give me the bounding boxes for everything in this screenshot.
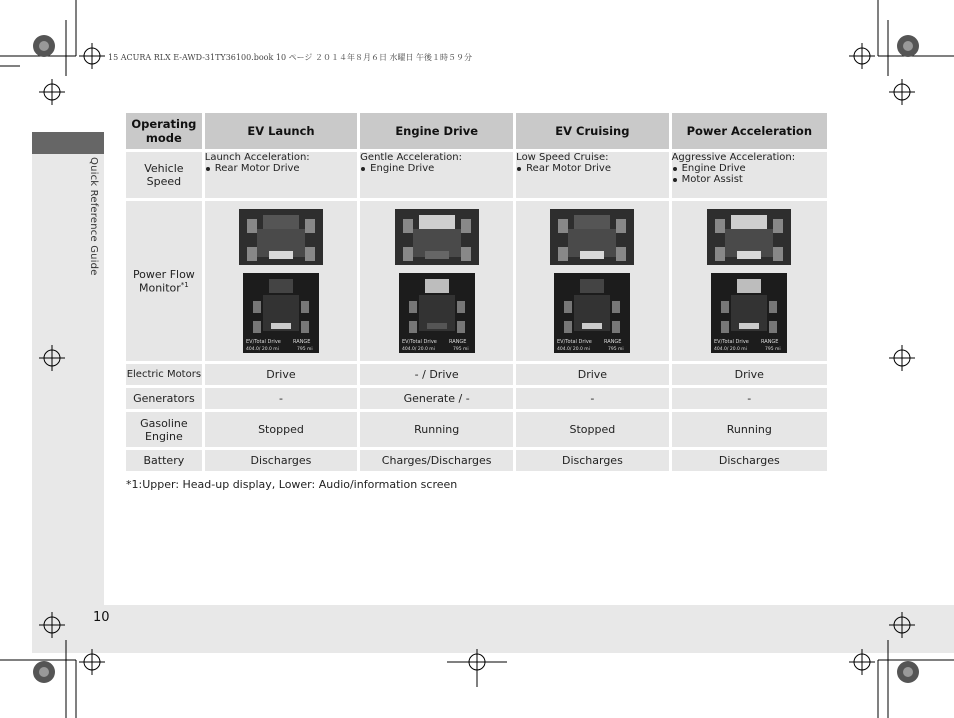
mode-header-ev-cruising: EV Cruising	[516, 113, 668, 149]
speed-item: Engine Drive	[370, 163, 435, 174]
screen-value-left: 404.0/ 20.0 mi	[557, 347, 591, 352]
screen-value-right: 795 mi	[452, 347, 469, 352]
screen-caption-right: RANGE	[761, 339, 779, 345]
bullet-icon	[361, 167, 365, 171]
battery-engine-drive: Charges/Discharges	[360, 450, 513, 471]
footnote: *1:Upper: Head-up display, Lower: Audio/information screen	[126, 478, 458, 491]
generators-power-acceleration: -	[672, 388, 827, 409]
bullet-icon	[673, 167, 677, 171]
battery-ev-launch: Discharges	[205, 450, 357, 471]
electric-motors-ev-launch: Drive	[205, 364, 357, 385]
bullet-icon	[517, 167, 521, 171]
speed-title: Low Speed Cruise:	[516, 152, 609, 163]
screen-caption-left: EV/Total Drive	[557, 339, 593, 345]
battery-ev-cruising: Discharges	[516, 450, 668, 471]
electric-motors-power-acceleration: Drive	[672, 364, 827, 385]
screen-value-right: 795 mi	[765, 347, 781, 352]
operating-mode-header: Operating mode	[126, 113, 202, 149]
screen-caption-left: EV/Total Drive	[401, 339, 437, 345]
power-flow-ev-cruising	[516, 201, 668, 361]
bottom-margin-band	[104, 605, 954, 653]
generators-engine-drive: Generate / -	[360, 388, 513, 409]
screen-value-right: 795 mi	[296, 347, 313, 352]
gasoline-engine-engine-drive: Running	[360, 412, 513, 447]
table-row-battery	[126, 450, 827, 471]
head-up-display-image	[707, 209, 791, 265]
speed-title: Aggressive Acceleration:	[671, 152, 796, 163]
vehicle-speed-ev-cruising	[516, 152, 668, 198]
power-flow-label: Power Flow Monitor	[132, 267, 195, 295]
operating-mode-table	[123, 110, 830, 474]
mode-header-ev-launch: EV Launch	[205, 113, 357, 149]
section-tab	[32, 132, 104, 154]
footnote-ref: *1	[180, 280, 189, 289]
head-up-display-image	[239, 209, 323, 265]
speed-item: Rear Motor Drive	[214, 163, 300, 174]
mode-header-power-acceleration: Power Acceleration	[672, 113, 827, 149]
screen-caption-right: RANGE	[604, 339, 622, 345]
head-up-display-image	[550, 209, 634, 265]
electric-motors-ev-cruising: Drive	[516, 364, 668, 385]
screen-caption-right: RANGE	[448, 339, 467, 345]
vehicle-speed-ev-launch	[205, 152, 357, 198]
speed-item: Engine Drive	[681, 163, 746, 174]
electric-motors-engine-drive: - / Drive	[360, 364, 513, 385]
power-flow-ev-launch	[205, 201, 357, 361]
row-label-vehicle-speed: Vehicle Speed	[126, 152, 202, 198]
table-row-power-flow	[126, 201, 827, 361]
table-header-row	[126, 113, 827, 149]
screen-value-left: 404.0/ 20.0 mi	[245, 347, 279, 352]
speed-title: Gentle Acceleration:	[360, 152, 462, 163]
vehicle-speed-engine-drive	[360, 152, 513, 198]
side-section-label: Quick Reference Guide	[88, 157, 99, 276]
page-number: 10	[93, 610, 110, 625]
row-label-power-flow-monitor	[126, 201, 202, 361]
screen-value-right: 795 mi	[608, 347, 625, 352]
row-label-battery: Battery	[126, 450, 202, 471]
speed-item: Motor Assist	[681, 174, 743, 185]
head-up-display-image	[395, 209, 479, 265]
battery-power-acceleration: Discharges	[672, 450, 827, 471]
audio-information-screen-image	[554, 273, 630, 353]
power-flow-engine-drive	[360, 201, 513, 361]
audio-information-screen-image	[711, 273, 787, 353]
gasoline-engine-ev-cruising: Stopped	[516, 412, 668, 447]
row-label-gasoline-engine: Gasoline Engine	[126, 412, 202, 447]
gasoline-engine-power-acceleration: Running	[672, 412, 827, 447]
print-header-line: 15 ACURA RLX E-AWD-31TY36100.book 10 ページ ２０１４年８月６日 水曜日 午後１時５９分	[108, 53, 473, 62]
table-row-generators	[126, 388, 827, 409]
screen-caption-left: EV/Total Drive	[714, 339, 750, 345]
vehicle-speed-power-acceleration	[672, 152, 827, 198]
speed-item: Rear Motor Drive	[526, 163, 611, 174]
power-flow-power-acceleration	[672, 201, 827, 361]
speed-title: Launch Acceleration:	[204, 152, 310, 163]
screen-value-left: 404.0/ 20.0 mi	[714, 347, 748, 352]
table-row-electric-motors	[126, 364, 827, 385]
screen-caption-left: EV/Total Drive	[245, 339, 281, 345]
gasoline-engine-ev-launch: Stopped	[205, 412, 357, 447]
audio-information-screen-image	[243, 273, 319, 353]
row-label-electric-motors: Electric Motors	[126, 364, 202, 385]
table-row-gasoline-engine	[126, 412, 827, 447]
bullet-icon	[673, 178, 677, 182]
table-row-vehicle-speed	[126, 152, 827, 198]
row-label-generators: Generators	[126, 388, 202, 409]
audio-information-screen-image	[399, 273, 475, 353]
screen-caption-right: RANGE	[292, 339, 311, 345]
mode-header-engine-drive: Engine Drive	[360, 113, 513, 149]
generators-ev-cruising: -	[516, 388, 668, 409]
screen-value-left: 404.0/ 20.0 mi	[401, 347, 435, 352]
bullet-icon	[206, 167, 210, 171]
generators-ev-launch: -	[205, 388, 357, 409]
